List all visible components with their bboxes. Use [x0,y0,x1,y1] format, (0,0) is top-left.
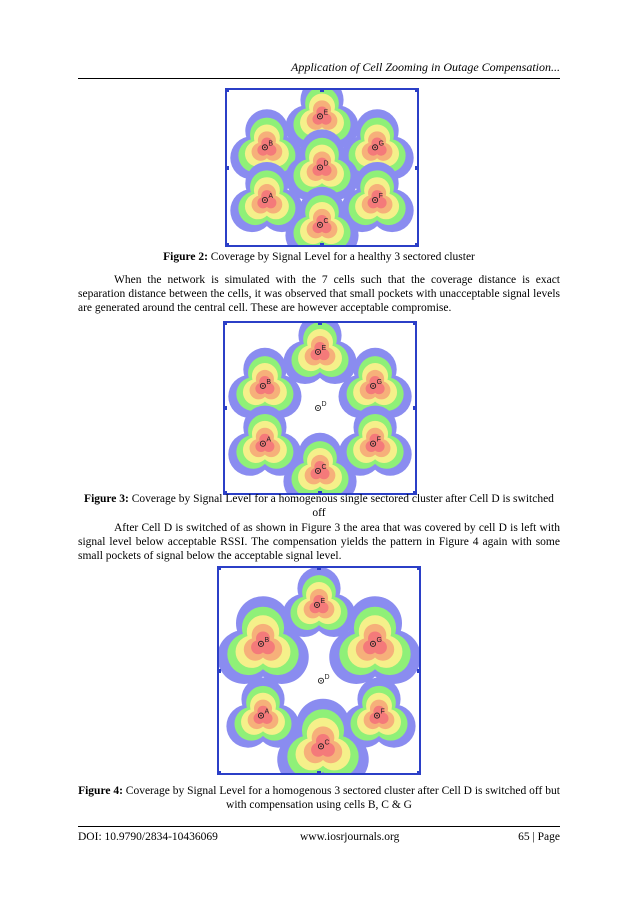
fig4-plot [219,568,419,773]
selection-handle [413,406,417,410]
figure-3-image [223,321,417,495]
selection-handle [413,321,417,325]
cell-a [226,678,299,748]
paragraph-1-text: When the network is simulated with the 7 cells such that the coverage distance is exact separation distance between the cells, it was observed that small pockets with unacceptable signal levels are generated around the central cell. These are however acceptable compromise. [78,274,560,314]
cell-label: D [324,673,330,681]
cell-label: B [264,636,270,644]
footer-rule [78,826,560,827]
selection-handle [415,88,419,92]
selection-handle [217,566,221,570]
cell-label: G [376,636,382,644]
selection-handle [225,88,229,92]
selection-handle [417,566,421,570]
selection-handle [223,321,227,325]
paragraph-2 [78,521,560,563]
fig2-plot [227,90,417,245]
cell-label: A [264,708,270,716]
cell-label: F [376,436,381,444]
cell-e [283,323,356,384]
selection-handle [415,243,419,247]
selection-handle [415,166,419,170]
cell-label: A [266,436,272,444]
cell-label: G [378,140,385,148]
cell-label: A [268,193,274,201]
selection-handle [225,243,229,247]
selection-handle [320,243,324,247]
figure-3-caption [78,492,560,520]
cell-d [318,674,329,684]
figure-4-caption-label: Figure 4: [78,785,123,797]
footer-doi: DOI: 10.9790/2834-10436069 [78,831,218,843]
cell-d [315,401,326,411]
figure-3-caption-text: Coverage by Signal Level for a homogenous single sectored cluster after Cell D is switched off [128,493,554,519]
cell-label: E [323,109,329,117]
cell-f [339,406,412,476]
footer-page: 65 | Page [518,831,560,843]
figure-4-image [217,566,421,775]
cell-label: E [321,344,327,352]
selection-handle [417,771,421,775]
cell-label: F [380,708,385,716]
cell-label: C [321,463,327,471]
selection-handle [217,669,221,673]
selection-handle [320,88,324,92]
selection-handle [317,771,321,775]
cell-label: B [268,140,274,148]
cell-label: C [323,217,329,225]
cell-label: C [324,739,330,747]
paragraph-2-text: After Cell D is switched of as shown in Figure 3 the area that was covered by cell D is left with signal level below acceptable RSSI. The compensation yields the pattern in Figure 4 again with some small pockets of signal below the acceptable signal level. [78,522,560,562]
selection-handle [317,566,321,570]
figure-2-image [225,88,419,247]
figure-4-caption [78,784,560,812]
cell-a [228,406,301,476]
cell-label: E [320,597,326,605]
selection-handle [225,166,229,170]
figure-2-caption-text: Coverage by Signal Level for a healthy 3 sectored cluster [207,251,475,263]
cell-label: D [321,401,327,408]
cell-label: G [376,378,383,386]
selection-handle [318,321,322,325]
cell-label: D [323,160,329,168]
figure-2-caption [78,250,560,264]
cell-label: F [378,193,383,201]
fig3-plot [225,323,415,493]
cell-label: B [266,378,272,386]
figure-2-caption-label: Figure 2: [163,251,208,263]
header-rule [78,78,560,79]
figure-3-caption-label: Figure 3: [84,493,129,505]
paragraph-1 [78,273,560,315]
running-header: Application of Cell Zooming in Outage Compensation... [291,60,560,74]
footer-site: www.iosrjournals.org [300,831,400,843]
selection-handle [223,406,227,410]
cell-e [282,568,355,637]
selection-handle [417,669,421,673]
figure-4-caption-text: Coverage by Signal Level for a homogenous 3 sectored cluster after Cell D is switched off but with compensation using cells B, C & G [122,785,560,811]
selection-handle [217,771,221,775]
